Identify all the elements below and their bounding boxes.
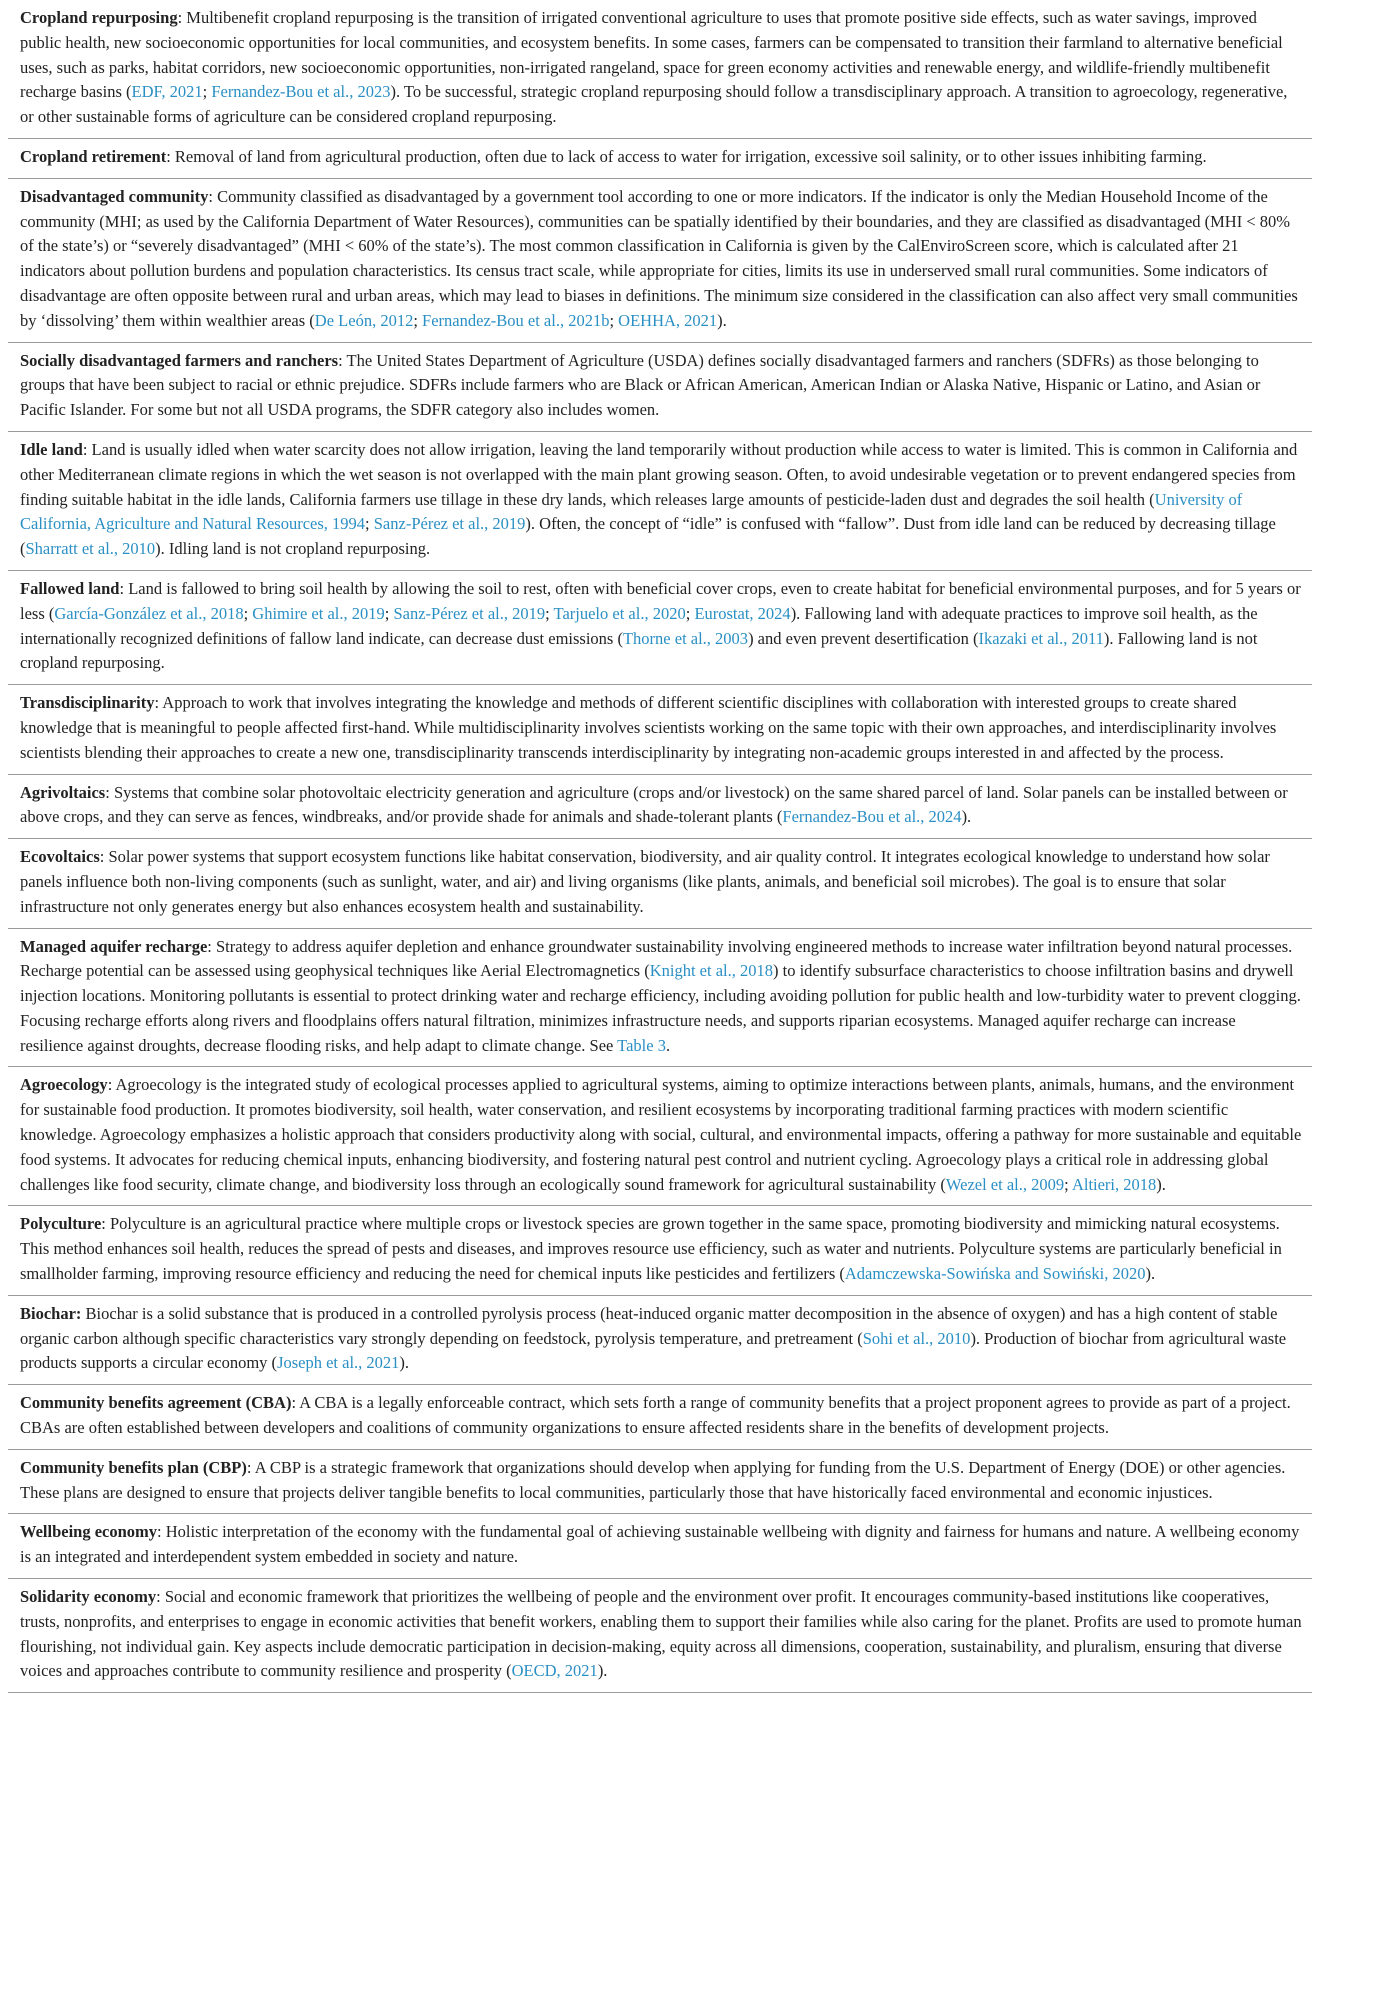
definition-text: ). xyxy=(961,807,972,827)
glossary-row xyxy=(8,432,1312,571)
definition-text: ). xyxy=(1145,1264,1156,1284)
citation-link[interactable]: Thorne et al., 2003 xyxy=(622,628,749,648)
definition-text: Removal of land from agricultural production, often due to lack of access to water for irrigation, excessive soil salinity, or to other issues inhibiting farming. xyxy=(174,146,1207,166)
glossary-term: Cropland retirement xyxy=(20,146,167,166)
definition-text: ; xyxy=(384,603,394,623)
definition-text: A CBP is a strategic framework that organizations should develop when applying for funding from the U.S. Department of Energy (DOE) or other agencies. These plans are designed to ensure that projects deliver tangible benefits to local communities, particularly those that have historically faced environmental and economic injustices. xyxy=(20,1457,1286,1502)
glossary-term: Solidarity economy xyxy=(20,1587,157,1607)
glossary-term: Agrivoltaics xyxy=(20,782,106,802)
glossary-row xyxy=(8,0,1312,139)
term-separator: : xyxy=(101,1214,110,1234)
glossary-row xyxy=(8,775,1312,840)
citation-link[interactable]: De León, 2012 xyxy=(314,310,414,330)
term-separator: : xyxy=(82,439,92,459)
glossary-term: Wellbeing economy xyxy=(20,1522,158,1542)
term-separator: : xyxy=(99,847,109,867)
citation-link[interactable]: OECD, 2021 xyxy=(511,1661,598,1681)
citation-link[interactable]: Fernandez-Bou et al., 2023 xyxy=(211,82,391,102)
definition-text: ). Fallowing land is not cropland repurposing. xyxy=(20,628,1258,673)
citation-link[interactable]: University of California, Agriculture and Natural Resources, 1994 xyxy=(20,489,1243,534)
term-separator: : xyxy=(291,1393,300,1413)
citation-link[interactable]: Ikazaki et al., 2011 xyxy=(978,628,1104,648)
glossary-term: Biochar: xyxy=(20,1303,82,1323)
glossary-row xyxy=(8,1385,1312,1450)
glossary-row xyxy=(8,1067,1312,1206)
definition-text: ). Idling land is not cropland repurposing. xyxy=(155,539,431,559)
term-separator: : xyxy=(166,146,175,166)
glossary-term: Community benefits plan (CBP) xyxy=(20,1457,247,1477)
citation-link[interactable]: García-González et al., 2018 xyxy=(54,603,244,623)
definition-text: Polyculture is an agricultural practice where multiple crops or livestock species are grown together in the same space, promoting biodiversity and mimicking natural ecosystems. This method enhances soil health, reduces the spread of pests and diseases, and improves resource use efficiency, such as water and nutrients. Polyculture systems are particularly beneficial in smallholder farming, improving resource efficiency and reducing the need for chemical inputs like pesticides and fertilizers ( xyxy=(20,1214,1282,1284)
definition-text: ; xyxy=(609,310,619,330)
definition-text: ). xyxy=(717,310,727,330)
definition-text: ; xyxy=(365,514,374,534)
definition-text: Land is usually idled when water scarcity does not allow irrigation, leaving the land temporarily without production while access to water is limited. This is common in California and other Mediterranean climate regions in which the wet season is not overlapped with the main plant growing season. Often, to avoid undesirable vegetation or to prevent endangered species from finding suitable habitat in the idle lands, California farmers use tillage in these dry lands, which releases large amounts of pesticide-laden dust and degrades the soil health ( xyxy=(20,439,1298,509)
definition-text: ). To be successful, strategic cropland repurposing should follow a transdisciplinary approach. A transition to agroecology, regenerative, or other sustainable forms of agriculture can be considered cropland repurposing. xyxy=(20,82,1288,127)
citation-link[interactable]: Knight et al., 2018 xyxy=(649,961,773,981)
term-separator: : xyxy=(105,782,114,802)
definition-text: ; xyxy=(1064,1174,1072,1194)
glossary-row xyxy=(8,1450,1312,1515)
term-separator: : xyxy=(107,1075,116,1095)
definition-text: ; xyxy=(413,310,423,330)
definition-text: ; xyxy=(243,603,253,623)
term-separator: : xyxy=(208,186,218,206)
definition-text: ). Often, the concept of “idle” is confused with “fallow”. Dust from idle land can be reduced by decreasing tillage ( xyxy=(20,514,1276,559)
term-separator: : xyxy=(154,693,163,713)
definition-text: Solar power systems that support ecosystem functions like habitat conservation, biodiversity, and air quality control. It integrates ecological knowledge to understand how solar panels influence both non-living components (such as sunlight, water, and air) and living organisms (like plants, animals, and beneficial soil microbes). The goal is to ensure that solar infrastructure not only generates energy but also enhances ecosystem health and sustainability. xyxy=(20,847,1270,916)
glossary-row xyxy=(8,929,1312,1068)
definition-text: ). xyxy=(597,1661,608,1681)
citation-link[interactable]: Fernandez-Bou et al., 2021b xyxy=(422,310,610,330)
citation-link[interactable]: Altieri, 2018 xyxy=(1071,1174,1157,1194)
glossary-term: Fallowed land xyxy=(20,578,120,598)
definition-text: The United States Department of Agriculture (USDA) defines socially disadvantaged farmers and ranchers (SDFRs) as those belonging to groups that have been subject to racial or ethnic prejudice. SDFRs include farmers who are Black or African American, American Indian or Alaska Native, Hispanic or Latino, and Asian or Pacific Islander. For some but not all USDA programs, the SDFR category also includes women. xyxy=(20,350,1261,420)
definition-text: Multibenefit cropland repurposing is the transition of irrigated conventional agriculture to uses that promote positive side effects, such as water savings, improved public health, new socioeconomic opportunities for local communities, and ecosystem benefits. In some cases, farmers can be compensated to transition their farmland to alternative beneficial uses, such as parks, habitat corridors, new socioeconomic opportunities, non-irrigated rangeland, space for green economy activities and renewable energy, and wildlife-friendly multibenefit recharge basins ( xyxy=(20,8,1283,102)
definition-text: Holistic interpretation of the economy with the fundamental goal of achieving sustainable wellbeing with dignity and fairness for humans and nature. A wellbeing economy is an integrated and interdependent system embedded in society and nature. xyxy=(20,1522,1300,1567)
term-separator: : xyxy=(156,1587,165,1607)
citation-link[interactable]: Sanz-Pérez et al., 2019 xyxy=(373,514,526,534)
citation-link[interactable]: Table 3 xyxy=(617,1035,666,1055)
glossary-term: Agroecology xyxy=(20,1075,108,1095)
definition-text: Strategy to address aquifer depletion and enhance groundwater sustainability involving engineered methods to increase water infiltration beyond natural processes. Recharge potential can be assessed using geophysical techniques like Aerial Electromagnetics ( xyxy=(20,936,1293,981)
definition-text: ; xyxy=(545,603,554,623)
glossary-term: Community benefits agreement (CBA) xyxy=(20,1393,292,1413)
citation-link[interactable]: Ghimire et al., 2019 xyxy=(252,603,385,623)
citation-link[interactable]: OEHHA, 2021 xyxy=(618,310,718,330)
citation-link[interactable]: Wezel et al., 2009 xyxy=(945,1174,1065,1194)
glossary-row xyxy=(8,1514,1312,1579)
citation-link[interactable]: Adamczewska-Sowińska and Sowiński, 2020 xyxy=(844,1264,1146,1284)
definition-text: ). xyxy=(1156,1174,1166,1194)
citation-link[interactable]: Sohi et al., 2010 xyxy=(862,1328,971,1348)
definition-text: . xyxy=(665,1035,671,1055)
term-separator: : xyxy=(157,1522,166,1542)
definition-text: ). Fallowing land with adequate practices to improve soil health, as the internationally recognized definitions of fallow land indicate, can decrease dust emissions ( xyxy=(20,603,1258,648)
citation-link[interactable]: EDF, 2021 xyxy=(131,82,203,102)
glossary-row xyxy=(8,179,1312,343)
glossary-term: Transdisciplinarity xyxy=(20,693,155,713)
glossary-row xyxy=(8,685,1312,774)
definition-text: Land is fallowed to bring soil health by allowing the soil to rest, often with beneficial cover crops, even to create habitat for beneficial environmental purposes, and for 5 years or less ( xyxy=(20,578,1301,623)
glossary-term: Socially disadvantaged farmers and ranchers xyxy=(20,350,339,370)
definition-text: ; xyxy=(202,82,212,102)
citation-link[interactable]: Fernandez-Bou et al., 2024 xyxy=(782,807,962,827)
glossary-term: Cropland repurposing xyxy=(20,8,178,27)
glossary-term: Idle land xyxy=(20,439,83,459)
glossary-term: Disadvantaged community xyxy=(20,186,209,206)
glossary-row xyxy=(8,839,1312,928)
term-separator: : xyxy=(207,936,216,956)
glossary-term: Managed aquifer recharge xyxy=(20,936,208,956)
term-separator: : xyxy=(338,350,347,370)
definition-text: Community classified as disadvantaged by a government tool according to one or more indicators. If the indicator is only the Median Household Income of the community (MHI; as used by the California Department of Water Resources), communities can be spatially identified by their boundaries, and they are classified as disadvantaged (MHI < 80% of the state’s) or “severely disadvantaged” (MHI < 60% of the state’s). The most common classification in California is given by the CalEnviroScreen score, which is calculated after 21 indicators about pollution burdens and population characteristics. Its census tract scale, while appropriate for cities, limits its use in underserved small rural communities. Some indicators of disadvantage are often opposite between rural and urban areas, which may lead to biases in definitions. The minimum size considered in the classification can also affect very small communities by ‘dissolving’ them within wealthier areas ( xyxy=(20,186,1298,330)
term-separator: : xyxy=(119,578,129,598)
definition-text: Agroecology is the integrated study of ecological processes applied to agricultural systems, aiming to optimize interactions between plants, animals, humans, and the environment for sustainable food production. It promotes biodiversity, soil health, water conservation, and resilient ecosystems by incorporating traditional farming practices with modern scientific knowledge. Agroecology emphasizes a holistic approach that considers productivity along with social, cultural, and environmental impacts, offering a pathway for more sustainable and equitable food systems. It advocates for reducing chemical inputs, enhancing biodiversity, and fostering natural pest control and nutrient cycling. Agroecology plays a critical role in addressing global challenges like food security, climate change, and biodiversity loss through an ecologically sound framework for agricultural sustainability ( xyxy=(20,1075,1302,1194)
citation-link[interactable]: Eurostat, 2024 xyxy=(694,603,791,623)
glossary-row xyxy=(8,571,1312,685)
citation-link[interactable]: Sharratt et al., 2010 xyxy=(25,539,156,559)
glossary-row xyxy=(8,139,1312,179)
citation-link[interactable]: Sanz-Pérez et al., 2019 xyxy=(393,603,546,623)
definition-text: ) and even prevent desertification ( xyxy=(748,628,979,648)
citation-link[interactable]: Tarjuelo et al., 2020 xyxy=(553,603,686,623)
definition-text: ). xyxy=(399,1353,410,1373)
definition-text: ) to identify subsurface characteristics to choose infiltration basins and drywell injection locations. Monitoring pollutants is essential to protect drinking water and recharge efficiency, including avoiding pollution for public health and low-turbidity water to prevent clogging. Focusing recharge efforts along rivers and floodplains offers natural filtration, minimizes infrastructure needs, and supports riparian ecosystems. Managed aquifer recharge can increase resilience against droughts, decrease flooding risks, and help adapt to climate change. See xyxy=(20,961,1301,1055)
citation-link[interactable]: Joseph et al., 2021 xyxy=(277,1353,400,1373)
definition-text: ). Production of biochar from agricultural waste products supports a circular economy ( xyxy=(20,1328,1287,1373)
definition-text: Social and economic framework that prioritizes the wellbeing of people and the environment over profit. It encourages community-based institutions like cooperatives, trusts, nonprofits, and enterprises to engage in economic activities that benefit workers, enabling them to support their families while also caring for the planet. Profits are used to promote human flourishing, not individual gain. Key aspects include democratic participation in decision-making, equity across all dimensions, cooperation, sustainability, and pluralism, ensuring that diverse voices and approaches contribute to community resilience and prosperity ( xyxy=(20,1587,1302,1681)
glossary-term: Polyculture xyxy=(20,1214,102,1234)
glossary-row xyxy=(8,343,1312,432)
glossary-table xyxy=(8,0,1312,1693)
term-separator: : xyxy=(246,1457,255,1477)
definition-text: Approach to work that involves integrating the knowledge and methods of different scientific disciplines with collaboration with interested groups to create shared knowledge that is meaningful to people affected first-hand. While multidisciplinarity involves scientists working on the same topic with their own approaches, and interdisciplinarity involves scientists blending their approaches to create a new one, transdisciplinarity transcends interdisciplinarity by integrating non-academic groups interested in and affected by the process. xyxy=(20,693,1277,762)
definition-text: A CBA is a legally enforceable contract, which sets forth a range of community benefits that a project proponent agrees to provide as part of a project. CBAs are often established between developers and coalitions of community organizations to ensure affected residents share in the benefits of development projects. xyxy=(20,1393,1291,1438)
definition-text: Systems that combine solar photovoltaic electricity generation and agriculture (crops and/or livestock) on the same shared parcel of land. Solar panels can be installed between or above crops, and they can serve as fences, windbreaks, and/or provide shade for animals and shade-tolerant plants ( xyxy=(20,782,1288,827)
glossary-row xyxy=(8,1206,1312,1295)
definition-text: Biochar is a solid substance that is produced in a controlled pyrolysis process (heat-induced organic matter decomposition in the absence of oxygen) and has a high content of stable organic carbon although specific characteristics vary strongly depending on feedstock, pyrolysis temperature, and pretreament ( xyxy=(20,1303,1278,1348)
glossary-row xyxy=(8,1579,1312,1693)
glossary-row xyxy=(8,1296,1312,1385)
term-separator: : xyxy=(177,8,187,27)
definition-text: ; xyxy=(685,603,695,623)
glossary-term: Ecovoltaics xyxy=(20,847,100,867)
